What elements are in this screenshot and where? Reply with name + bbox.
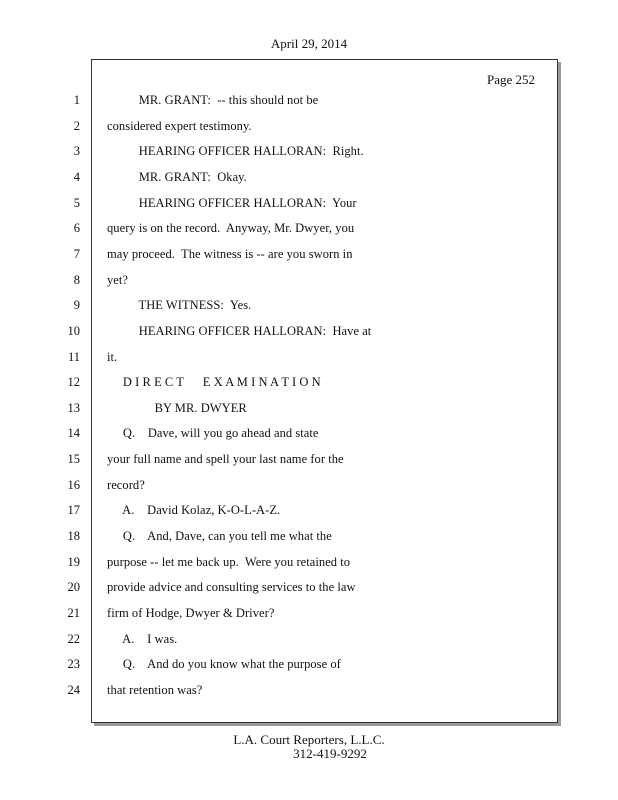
line-number: 20 (67, 580, 80, 595)
line-number: 10 (67, 323, 80, 338)
line-number: 23 (67, 657, 80, 672)
line-number: 13 (67, 400, 80, 415)
header-date: April 29, 2014 (270, 36, 348, 51)
line-text: it. (107, 349, 118, 364)
line-text: purpose -- let me back up. Were you retained to (107, 554, 351, 569)
line-text: HEARING OFFICER HALLORAN: Your (107, 195, 357, 210)
line-number: 14 (67, 426, 80, 441)
line-text: MR. GRANT: -- this should not be (107, 93, 319, 107)
line-text: HEARING OFFICER HALLORAN: Right. (107, 144, 364, 159)
line-number: 17 (67, 503, 80, 518)
line-text: D I R E C T E X A M I N A T I O N (107, 375, 321, 390)
footer-phone: 312-419-9292 (293, 746, 367, 761)
line-text: THE WITNESS: Yes. (107, 298, 252, 313)
line-number: 16 (67, 477, 80, 492)
line-number: 22 (67, 631, 80, 646)
line-number: 21 (67, 606, 80, 620)
line-text: considered expert testimony. (107, 118, 252, 133)
line-text: that retention was? (107, 682, 203, 697)
line-text: Q. And do you know what the purpose of (107, 657, 341, 672)
line-number: 18 (67, 529, 80, 544)
line-text: yet? (107, 272, 129, 287)
line-number: 9 (73, 298, 80, 313)
line-text: A. David Kolaz, K-O-L-A-Z. (107, 503, 281, 518)
line-text: BY MR. DWYER (107, 400, 247, 415)
line-number: 6 (73, 221, 80, 236)
footer (0, 733, 618, 761)
line-number: 8 (73, 272, 80, 287)
line-number: 11 (67, 349, 80, 364)
line-text: MR. GRANT: Okay. (107, 169, 247, 184)
line-number: 24 (67, 682, 80, 697)
line-text: record? (107, 477, 145, 492)
line-number: 19 (67, 554, 80, 569)
line-text: A. I was. (107, 631, 178, 646)
line-number: 4 (73, 169, 80, 184)
line-number: 7 (73, 246, 80, 261)
line-number: 15 (67, 452, 80, 467)
line-text: Q. And, Dave, can you tell me what the (107, 529, 332, 544)
line-text: provide advice and consulting services to the law (107, 580, 356, 595)
page-number: Page 252 (486, 72, 535, 87)
line-text: your full name and spell your last name for the (107, 452, 344, 467)
line-number: 1 (73, 93, 80, 107)
line-text: firm of Hodge, Dwyer & Driver? (107, 606, 275, 620)
line-text: Q. Dave, will you go ahead and state (107, 426, 319, 441)
footer-company: L.A. Court Reporters, L.L.C. (233, 732, 385, 747)
line-number: 3 (73, 144, 80, 159)
line-number: 2 (73, 118, 80, 133)
line-text: HEARING OFFICER HALLORAN: Have at (107, 323, 372, 338)
line-text: query is on the record. Anyway, Mr. Dwyer, you (107, 221, 355, 236)
line-text: may proceed. The witness is -- are you sworn in (107, 246, 353, 261)
line-number: 5 (73, 195, 80, 210)
line-number: 12 (67, 375, 80, 390)
